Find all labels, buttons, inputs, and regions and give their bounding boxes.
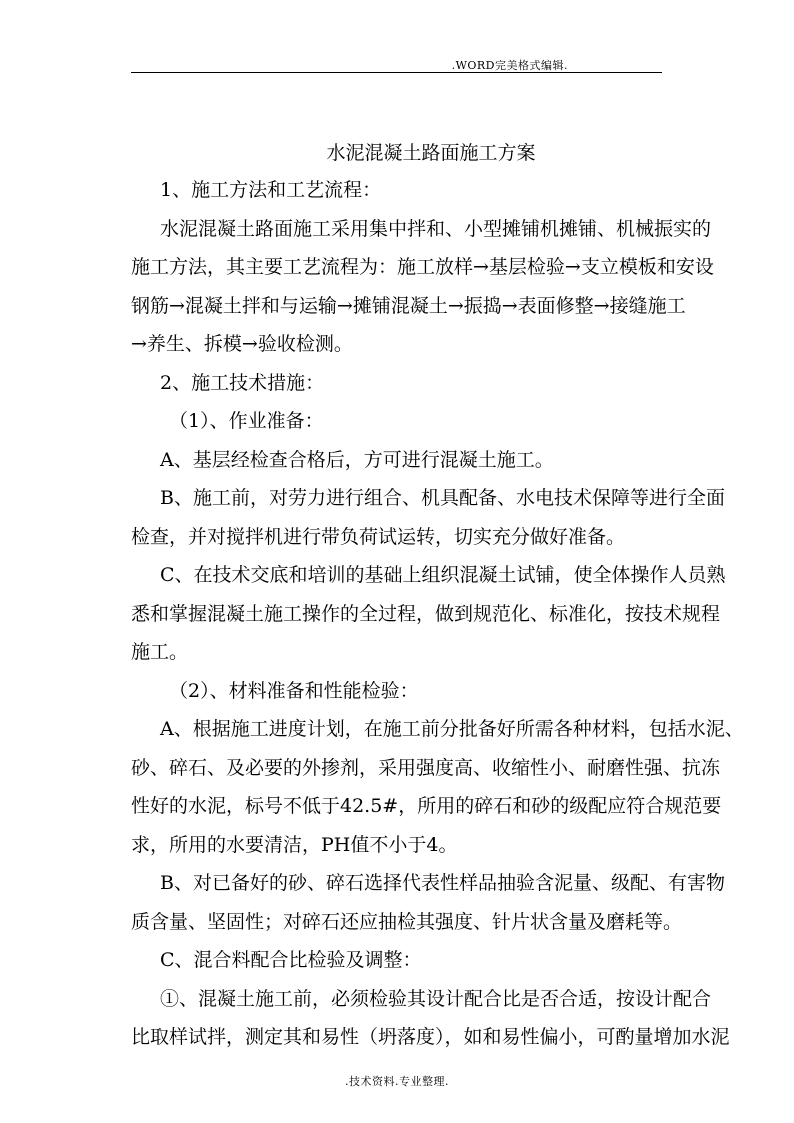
subsection-heading: （1）、作业准备： [169, 410, 324, 432]
page-footer: .技术资料.专业整理. [345, 1075, 449, 1088]
header-rule [131, 72, 662, 73]
paragraph-line: 求，所用的水要清洁，PH值不小于4。 [131, 833, 458, 856]
paragraph-line: →养生、拆模→验收检测。 [131, 333, 353, 355]
paragraph-line: A、基层经检查合格后，方可进行混凝土施工。 [160, 448, 554, 471]
page-header: .WORD完美格式编辑. [451, 59, 568, 72]
paragraph-line: 质含量、坚固性；对碎石还应抽检其强度、针片状含量及磨耗等。 [131, 910, 683, 933]
paragraph-line: B、施工前，对劳力进行组合、机具配备、水电技术保障等进行全面 [160, 487, 725, 509]
paragraph-line: 施工。 [131, 641, 189, 663]
paragraph-line: B、对已备好的砂、碎石选择代表性样品抽验含泥量、级配、有害物 [160, 872, 725, 894]
paragraph-line: 钢筋→混凝土拌和与运输→摊铺混凝土→振捣→表面修整→接缝施工 [131, 294, 686, 317]
paragraph-line: 砂、碎石、及必要的外掺剂，采用强度高、收缩性小、耐磨性强、抗冻 [131, 756, 721, 779]
paragraph-line: C、混合料配合比检验及调整： [160, 949, 422, 971]
paragraph-line: 水泥混凝土路面施工采用集中拌和、小型摊铺机摊铺、机械振实的 [160, 217, 712, 240]
paragraph-line: 悉和掌握混凝土施工操作的全过程，做到规范化、标准化，按技术规程 [131, 602, 721, 625]
paragraph-line: C、在技术交底和培训的基础上组织混凝土试铺，使全体操作人员熟 [160, 564, 726, 586]
document-title: 水泥混凝土路面施工方案 [326, 142, 536, 164]
section-heading: 1、施工方法和工艺流程： [160, 179, 382, 201]
document-body [131, 171, 744, 1057]
subsection-heading: （2）、材料准备和性能检验： [169, 679, 419, 702]
paragraph-line: 比取样试拌，测定其和易性（坍落度），如和易性偏小，可酌量增加水泥 [131, 1026, 730, 1048]
paragraph-line: 施工方法，其主要工艺流程为：施工放样→基层检验→支立模板和安设 [131, 256, 714, 278]
paragraph-line: 性好的水泥，标号不低于42.5#，所用的碎石和砂的级配应符合规范要 [131, 795, 722, 817]
paragraph-line: A、根据施工进度计划，在施工前分批备好所需各种材料，包括水泥、 [160, 718, 744, 740]
section-heading: 2、施工技术措施： [160, 371, 325, 394]
paragraph-line: ①、混凝土施工前，必须检验其设计配合比是否合适，按设计配合 [160, 987, 712, 1010]
paragraph-line: 检查，并对搅拌机进行带负荷试运转，切实充分做好准备。 [131, 525, 626, 548]
